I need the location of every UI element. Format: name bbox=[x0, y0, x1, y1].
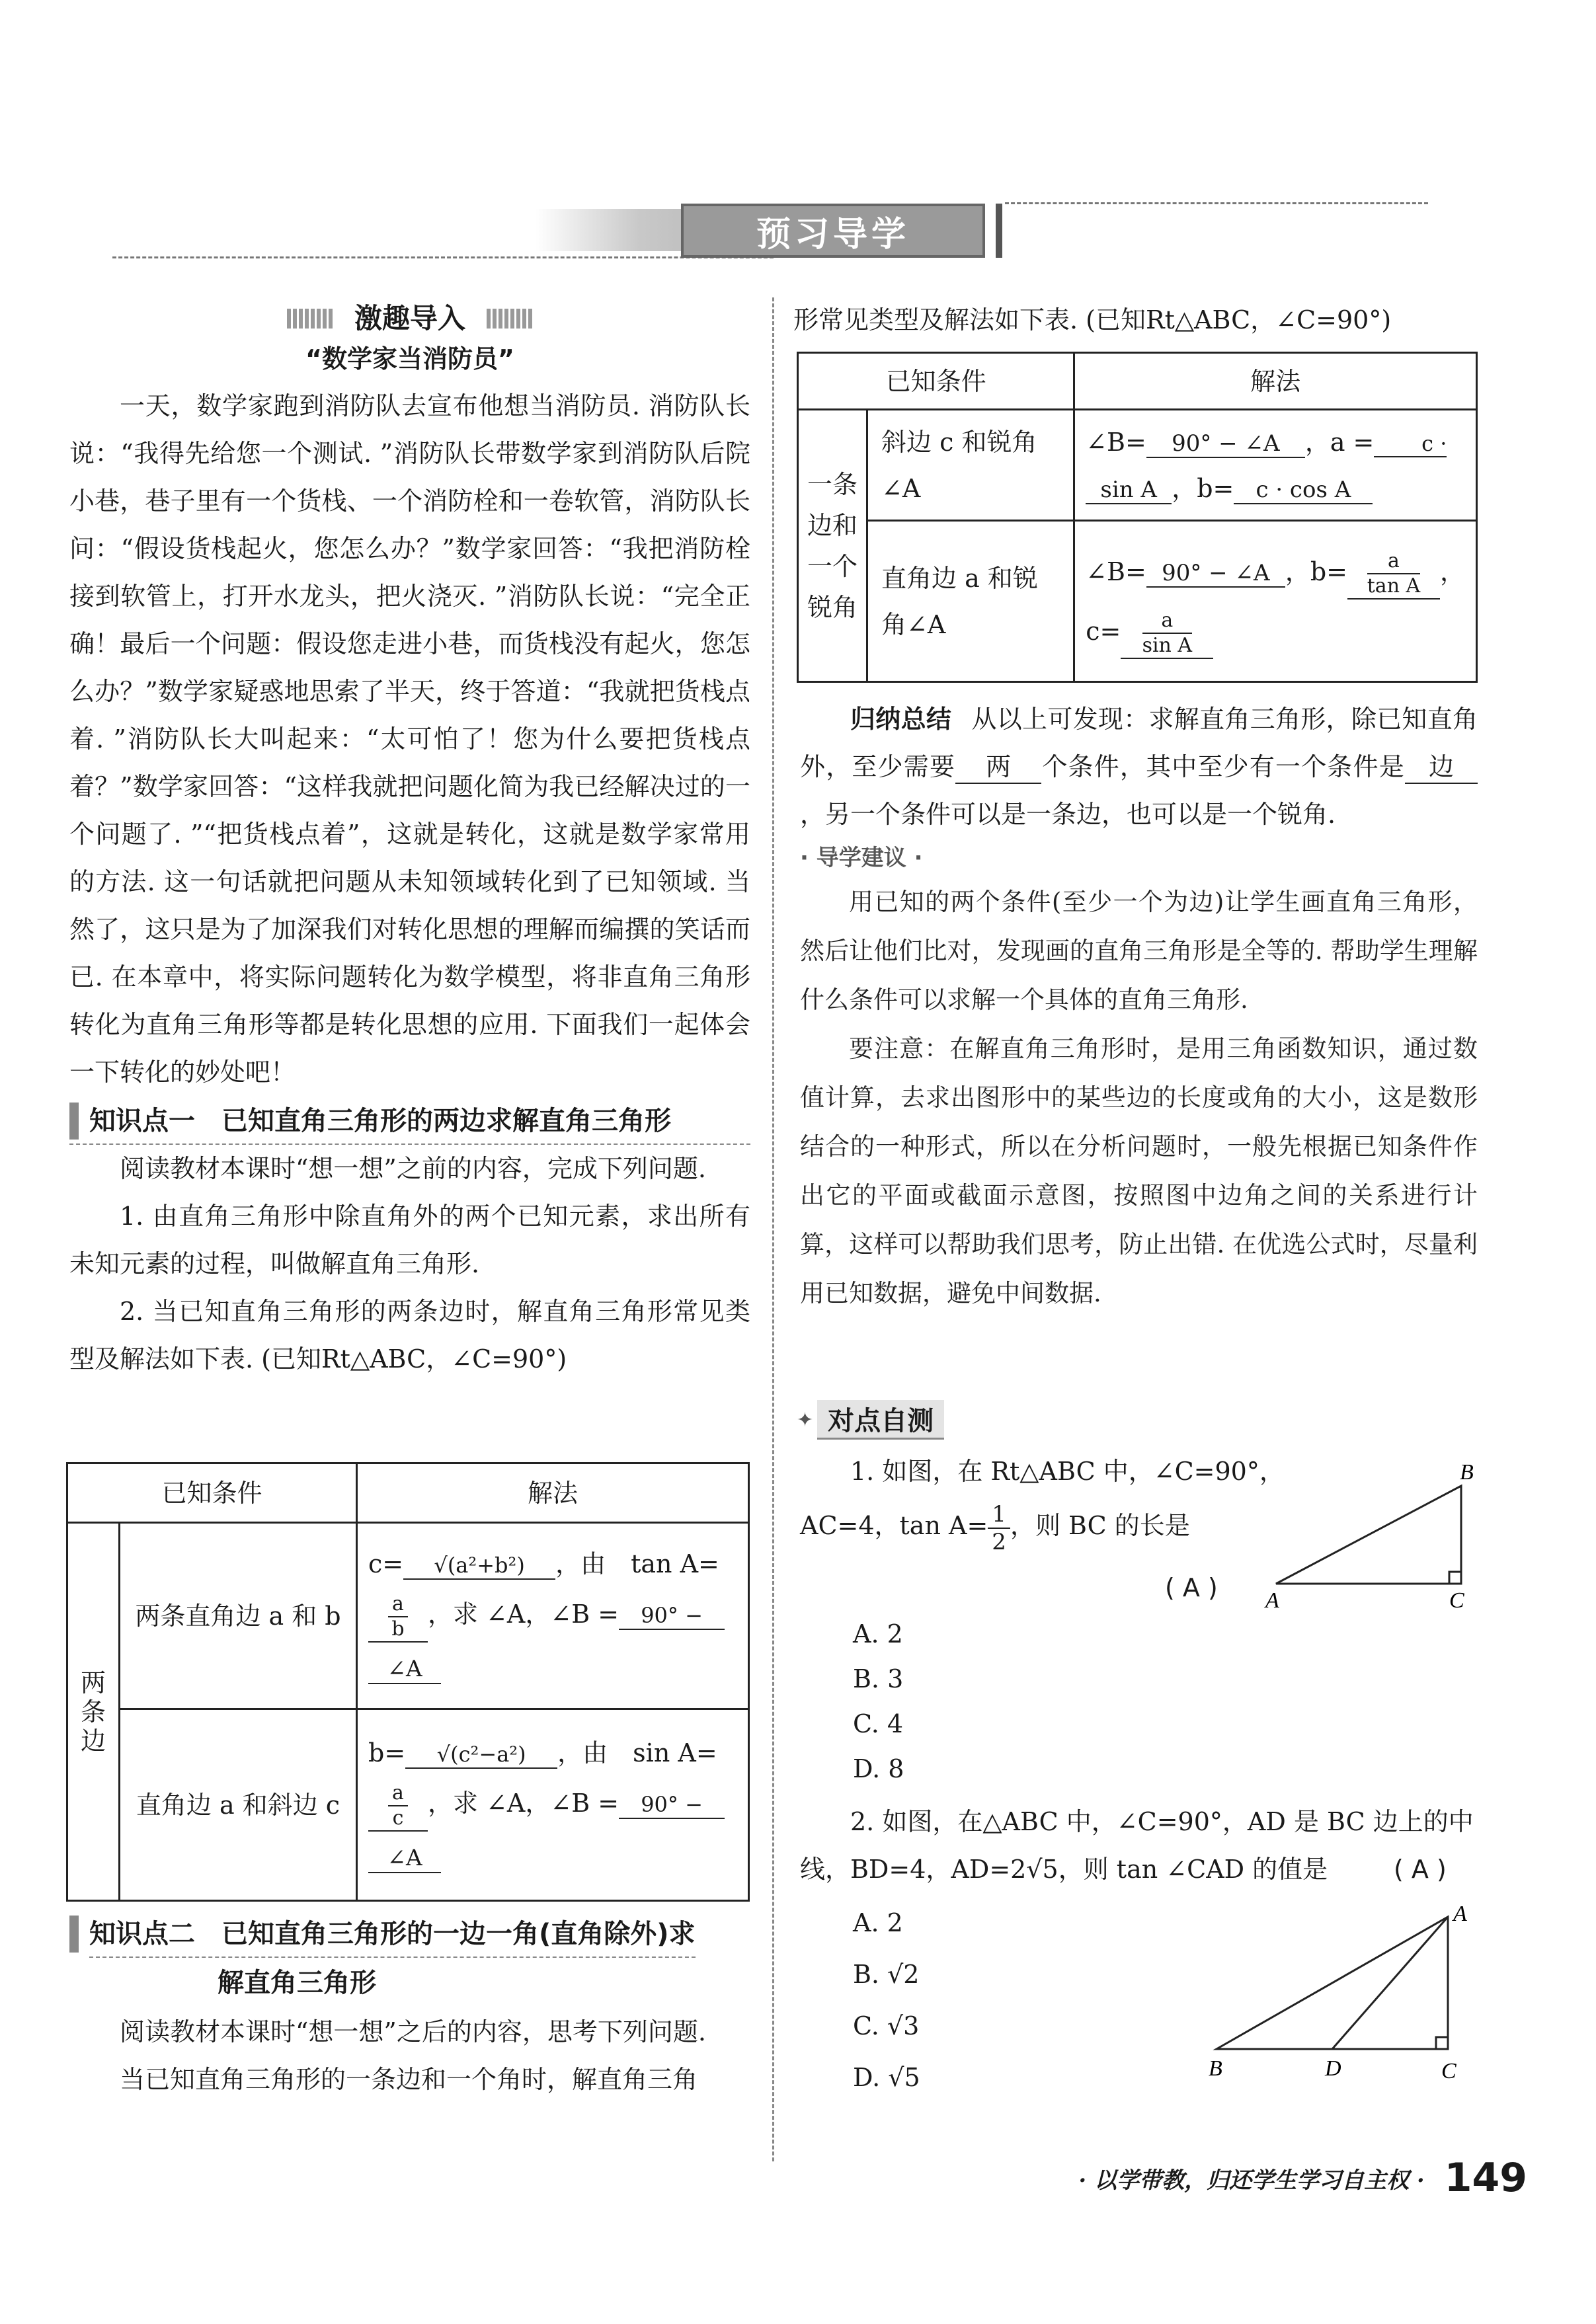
header-bar-mark bbox=[996, 204, 1002, 258]
t2-r1-answer2: c · bbox=[1374, 431, 1447, 457]
q2-label-c: C bbox=[1441, 2059, 1456, 2083]
header-dashed-line-right bbox=[1005, 202, 1428, 204]
q2-label-a: A bbox=[1453, 1902, 1467, 1926]
right-cont: 形常见类型及解法如下表. (已知Rt△ABC，∠C=90°) bbox=[793, 305, 1392, 334]
kp2-title-row bbox=[69, 1916, 750, 1958]
q1-right-angle-mark bbox=[1449, 1572, 1461, 1584]
q1-frac: $\frac{1}{2}$ bbox=[988, 1501, 1010, 1555]
header-title-box bbox=[681, 204, 985, 258]
left-column bbox=[69, 296, 750, 1383]
right-column bbox=[793, 296, 1474, 344]
t2-row1-method: ∠B= 90° − ∠A ，a = c · sin A ，b= c · cos A bbox=[1074, 410, 1477, 521]
guide-p1: 用已知的两个条件(至少一个为边)让学生画直角三角形，然后让他们比对，发现画的直角三角形是全等的. 帮助学生理解什么条件可以求解一个具体的直角三角形. bbox=[800, 888, 1478, 1014]
t1-row2-method: b= √(c²−a²) ，由 sin A= $\frac{a}{c}$ ，求 ∠A，∠B = 90° − ∠A bbox=[357, 1709, 749, 1901]
t2-r2-answer1: 90° − ∠A bbox=[1146, 560, 1285, 588]
t2-row1-cond: 斜边 c 和锐角∠A bbox=[867, 410, 1074, 521]
header-banner bbox=[112, 196, 1435, 268]
q1-label-a: A bbox=[1265, 1588, 1279, 1613]
left-column-lower bbox=[69, 1916, 750, 2103]
q1-stem-b: AC=4，tan A= $\frac{1}{2}$ ，则 BC 的长是 bbox=[800, 1500, 1190, 1555]
summary-blank-2: 边 bbox=[1405, 752, 1478, 784]
t2-r2-frac1: $\frac{a}{\text{tan A}}$ bbox=[1367, 549, 1421, 598]
q1-option: B. 3 bbox=[853, 1664, 904, 1693]
q2-block bbox=[800, 1798, 1474, 2092]
t1-r2-answer1: √(c²−a²) bbox=[405, 1742, 557, 1768]
t2-r1-answer1: 90° − ∠A bbox=[1146, 430, 1305, 459]
t1-row1-method: c= √(a²+b²) ，由 tan A= $\frac{a}{b}$ ，求 ∠A，∠B = 90° − ∠A bbox=[357, 1523, 749, 1709]
q1-label-c: C bbox=[1449, 1588, 1464, 1613]
t1-row2-cond: 直角边 a 和斜边 c bbox=[120, 1709, 357, 1901]
t2-group-cell: 一条边和一个锐角 bbox=[798, 410, 867, 682]
kp1-title-row bbox=[69, 1103, 750, 1145]
kp2-title-a: 知识点二 已知直角三角形的一边一角(直角除外)求 bbox=[89, 1916, 696, 1958]
intro-title: 激趣导入 bbox=[354, 301, 465, 334]
q1-option: A. 2 bbox=[853, 1619, 903, 1648]
table-side-angle bbox=[797, 352, 1478, 683]
q1-label-b: B bbox=[1460, 1460, 1474, 1485]
kp2-tail: 当已知直角三角形的一条边和一个角时，解直角三角 bbox=[120, 2065, 698, 2094]
kp1-title: 知识点一 已知直角三角形的两边求解直角三角形 bbox=[89, 1106, 671, 1136]
guide-title: · 导学建议 · bbox=[800, 845, 923, 871]
footer-motto: · 以学带教，归还学生学习自主权 · bbox=[1078, 2167, 1425, 2194]
summary-label: 归纳总结 bbox=[850, 705, 952, 734]
t2-header-cond: 已知条件 bbox=[798, 353, 1074, 410]
q1-options bbox=[853, 1611, 904, 1791]
column-divider bbox=[772, 297, 774, 2161]
q2-right-angle-mark bbox=[1436, 2037, 1448, 2049]
t2-row2-cond: 直角边 a 和锐角∠A bbox=[867, 521, 1074, 682]
story-title: “数学家当消防员” bbox=[305, 344, 514, 373]
q2-figure bbox=[1197, 1897, 1481, 2089]
q1-option: C. 4 bbox=[853, 1709, 904, 1738]
page-number: 149 bbox=[1444, 2155, 1527, 2201]
self-test-title: 对点自测 bbox=[817, 1400, 944, 1440]
summary-blank-1: 两 bbox=[955, 752, 1041, 784]
t1-r1-answer2: 90° − bbox=[619, 1603, 725, 1629]
kp2-title-b: 解直角三角形 bbox=[218, 1968, 376, 1998]
t1-row1-cond: 两条直角边 a 和 b bbox=[120, 1523, 357, 1709]
q2-option: C. √3 bbox=[853, 2011, 920, 2040]
header-title: 预习导学 bbox=[756, 214, 910, 254]
kp1-item1: 1. 由直角三角形中除直角外的两个已知元素，求出所有未知元素的过程，叫做解直角三角形. bbox=[69, 1202, 750, 1278]
t1-r1-answer3: ∠A bbox=[368, 1656, 441, 1684]
kp1-item2: 2. 当已知直角三角形的两条边时，解直角三角形常见类型及解法如下表. (已知Rt△ABC，∠C=90°) bbox=[69, 1297, 750, 1374]
q2-option: A. 2 bbox=[853, 1908, 903, 1937]
right-summary-block bbox=[800, 695, 1478, 1318]
q1-triangle bbox=[1276, 1486, 1461, 1584]
t2-header-method: 解法 bbox=[1074, 353, 1477, 410]
q2-median-ad bbox=[1332, 1917, 1448, 2049]
kp1-bar bbox=[69, 1103, 79, 1140]
q1-figure bbox=[1256, 1454, 1481, 1613]
q2-label-b: B bbox=[1209, 2056, 1222, 2081]
t1-r1-answer1: √(a²+b²) bbox=[403, 1553, 555, 1579]
t2-r2-frac2: $\frac{a}{\text{sin A}}$ bbox=[1142, 609, 1193, 657]
q1-answer: ( A ) bbox=[1165, 1573, 1218, 1602]
t1-header-cond: 已知条件 bbox=[67, 1463, 357, 1523]
kp2-bar bbox=[69, 1916, 79, 1953]
q1-stem-a: 1. 如图，在 Rt△ABC 中，∠C=90°， bbox=[850, 1457, 1285, 1486]
kp1-intro: 阅读教材本课时“想一想”之前的内容，完成下列问题. bbox=[120, 1154, 706, 1183]
q2-options bbox=[853, 1897, 920, 2103]
q2-answer: ( A ) bbox=[1394, 1855, 1447, 1884]
self-test-heading bbox=[797, 1401, 944, 1438]
q1-option: D. 8 bbox=[853, 1754, 904, 1783]
q2-triangle bbox=[1217, 1917, 1448, 2049]
title-decor-right bbox=[487, 309, 533, 329]
diamond-icon: ✦ bbox=[797, 1408, 814, 1432]
q2-option: B. √2 bbox=[853, 1960, 920, 1989]
t2-row2-method: ∠B= 90° − ∠A ，b= $\frac{a}{\text{tan A}}$ ， c= $\frac{a}{\text{sin A}}$ bbox=[1074, 521, 1477, 682]
q2-stem-a: 2. 如图，在△ABC 中，∠C=90°，AD 是 BC 边上的中 bbox=[850, 1807, 1474, 1836]
footer bbox=[959, 2148, 1527, 2208]
summary: 归纳总结 从以上可发现：求解直角三角形，除已知直角外，至少需要 两 个条件，其中至少有一个条件是 边，另一个条件可以是一条边，也可以是一个锐角. bbox=[800, 705, 1478, 829]
title-decor-left bbox=[287, 309, 333, 329]
t1-r1-frac: $\frac{a}{b}$ bbox=[388, 1592, 408, 1641]
t2-r1-answer2b: sin A bbox=[1086, 477, 1172, 505]
t1-r2-frac: $\frac{a}{c}$ bbox=[388, 1781, 408, 1830]
table-two-sides bbox=[66, 1462, 750, 1902]
q2-stem-b: 线，BD=4，AD=2√5，则 tan ∠CAD 的值是 bbox=[800, 1855, 1328, 1884]
q2-option: D. √5 bbox=[853, 2063, 920, 2092]
q2-label-d: D bbox=[1325, 2056, 1341, 2081]
header-dashed-line bbox=[112, 256, 774, 258]
intro-section-title bbox=[69, 296, 750, 336]
t1-r2-answer2: 90° − bbox=[619, 1792, 725, 1818]
t1-header-method: 解法 bbox=[357, 1463, 749, 1523]
t1-group-cell: 两条边 bbox=[67, 1523, 120, 1901]
t1-r2-answer3: ∠A bbox=[368, 1845, 441, 1873]
kp2-intro: 阅读教材本课时“想一想”之后的内容，思考下列问题. bbox=[120, 2017, 706, 2046]
story-text: 一天，数学家跑到消防队去宣布他想当消防员. 消防队长说：“我得先给您一个测试. ”消防队长带数学家到消防队后院小巷，巷子里有一个货栈、一个消防栓和一卷软管，消防队长问：“假设货栈起火，您怎么办？”数学家回答：“我把消防栓接到软管上，打开水龙头，把火浇灭. ”消防队长说：“完全正确！最后一个问题：假设您走进小巷，而货栈没有起火，您怎么办？”数学家疑惑地思索了半天，终于答道：“我就把货栈点着. ”消防队长大叫起来：“太可怕了！您为什么要把货栈点着？”数学家回答：“这样我就把问题化简为我已经解决过的一个问题了. ”“把货栈点着”，这就是转化，这就是数学家常用的方法. 这一句话就把问题从未知领域转化到了已知领域. 当然了，这只是为了加深我们对转化思想的理解而编撰的笑话而已. 在本章中，将实际问题转化为数学模型，将非直角三角形转化为直角三角形等都是转化思想的应用. 下面我们一起体会一下转化的妙处吧！ bbox=[69, 391, 750, 1087]
guide-body bbox=[800, 878, 1478, 1318]
guide-p2: 要注意：在解直角三角形时，是用三角函数知识，通过数值计算，去求出图形中的某些边的长度或角的大小，这是数形结合的一种形式，所以在分析问题时，一般先根据已知条件作出它的平面或截面示意图，按照图中边角之间的关系进行计算，这样可以帮助我们思考，防止出错. 在优选公式时，尽量利用已知数据，避免中间数据. bbox=[800, 1034, 1478, 1307]
t2-r1-answer3: c · cos A bbox=[1234, 477, 1373, 505]
